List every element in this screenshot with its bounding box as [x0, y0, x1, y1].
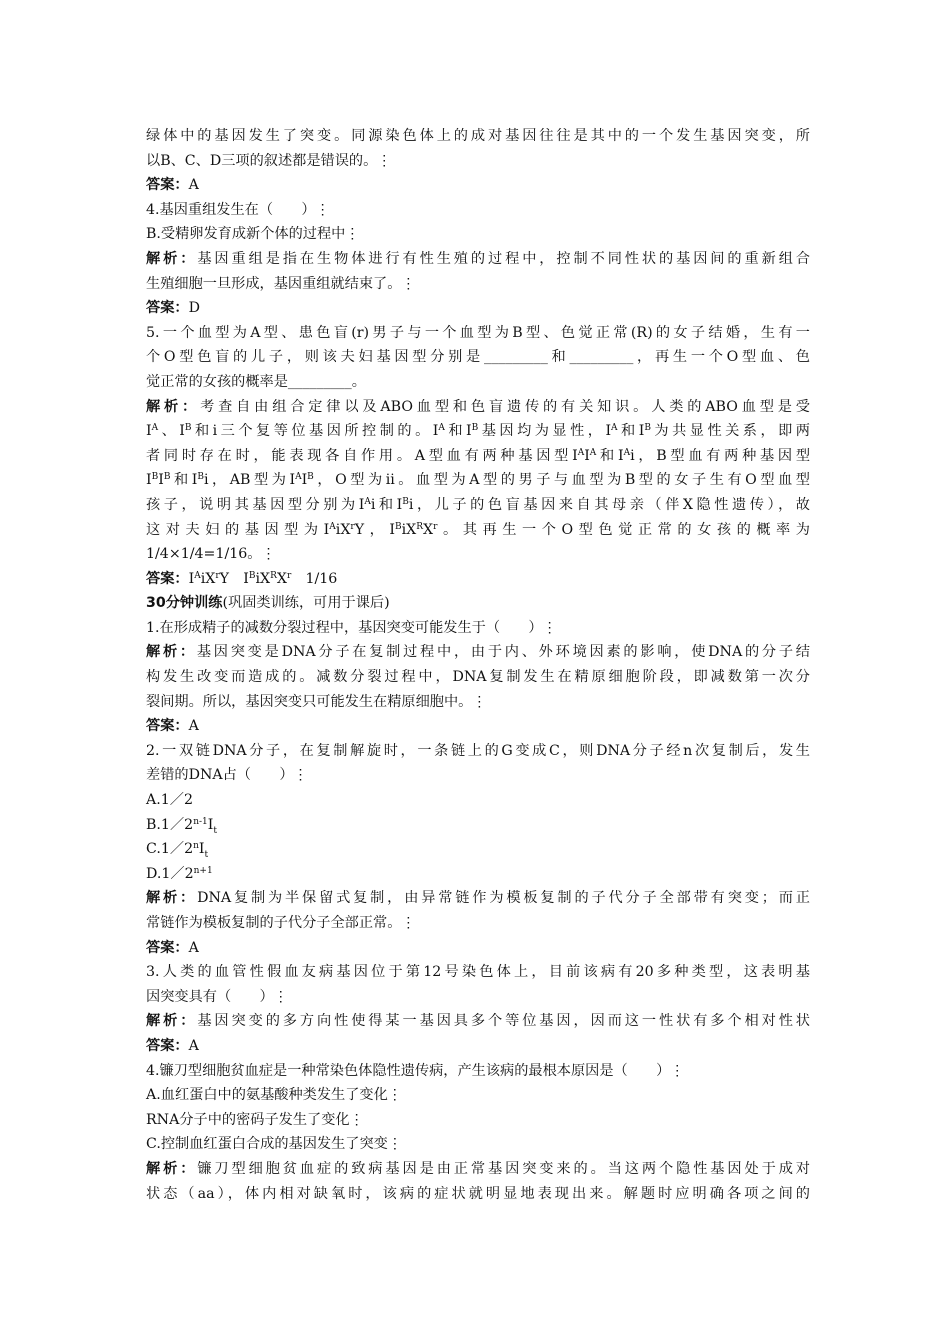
line-text: 基因重组是指在生物体进行有性生殖的过程中，控制不同性状的基因间的重新组合 [197, 250, 810, 267]
text-line [146, 173, 810, 198]
line-text: 因突变具有（ ）⋮ [146, 988, 288, 1005]
line-text: 构发生改变而造成的。减数分裂过程中，DNA复制发生在精原细胞阶段，即减数第一次分 [146, 669, 810, 686]
text-line [146, 468, 810, 493]
text-line [146, 665, 810, 690]
text-line [146, 296, 810, 321]
line-text: A [188, 1037, 199, 1054]
line-text: $D.1/2^{n+1}$ [146, 865, 213, 882]
line-text: 基因突变的多方向性使得某一基因具多个等位基因，因而这一性状有多个相对性状 [197, 1013, 810, 1030]
text-line [146, 985, 810, 1010]
document-page [146, 124, 810, 1206]
text-line [146, 198, 810, 223]
text-line [146, 1157, 810, 1182]
line-text: 个O型色盲的儿子，则该夫妇基因型分别是_________和_________，再生一个O型血、色 [146, 349, 810, 366]
line-text: C.控制血红蛋白合成的基因发生了突变⋮ [146, 1136, 403, 1153]
line-text: $I^BI^B$和$I^Bi$，AB型为$I^AI^B$，O型为ii。血型为A型的男子与血型为B型的女子生有O型血型 [146, 472, 810, 489]
line-label: 答案： [146, 570, 189, 587]
text-line [146, 567, 810, 592]
line-text: $B.1/2^{n-1}I_t$ [146, 816, 217, 836]
line-text: 以B、C、D三项的叙述都是错误的。⋮ [146, 152, 392, 169]
line-text: 状态（aa），体内相对缺氧时，该病的症状就明显地表现出来。解题时应明确各项之间的 [146, 1185, 810, 1202]
line-text: 4.基因重组发生在（ ）⋮ [146, 201, 330, 218]
line-text: 镰刀型细胞贫血症的致病基因是由正常基因突变来的。当这两个隐性基因处于成对 [197, 1160, 810, 1177]
line-text: 基因突变是DNA分子在复制过程中，由于内、外环境因素的影响，使DNA的分子结 [196, 644, 810, 661]
line-text: 5.一个血型为A型、患色盲(r)男子与一个血型为B型、色觉正常(R)的女子结婚，生有一 [146, 324, 810, 341]
line-label: 解析： [146, 644, 197, 661]
line-text: 觉正常的女孩的概率是_________。 [146, 373, 366, 390]
line-label: 解析： [146, 890, 198, 907]
line-text: A.1／2 [146, 792, 193, 809]
line-label: 解析： [146, 250, 198, 267]
line-text: 孩子，说明其基因型分别为$I^Ai$和$I^Bi$，儿子的色盲基因来自其母亲（伴X隐性遗传），故 [146, 496, 810, 513]
line-text: A [188, 177, 199, 194]
text-line [146, 1034, 810, 1059]
text-line [146, 616, 810, 641]
text-line [146, 493, 810, 518]
text-line [146, 345, 810, 370]
text-line [146, 690, 810, 715]
line-label: 答案： [146, 1037, 189, 1054]
line-text: $C.1/2^nI_t$ [146, 841, 209, 861]
text-line [146, 419, 810, 444]
line-text: 考查自由组合定律以及ABO血型和色盲遗传的有关知识。人类的ABO血型是受 [200, 398, 810, 415]
text-line [146, 222, 810, 247]
line-text: 4.镰刀型细胞贫血症是一种常染色体隐性遗传病，产生该病的最根本原因是（ ）⋮ [146, 1062, 685, 1079]
line-text: DNA复制为半保留式复制，由异常链作为模板复制的子代分子全部带有突变；而正 [197, 890, 810, 907]
text-line [146, 911, 810, 936]
text-line [146, 837, 810, 862]
line-text: 差错的DNA占（ ）⋮ [146, 767, 308, 784]
line-text: 常链作为模板复制的子代分子全部正常。⋮ [146, 915, 416, 931]
line-text: A [188, 718, 199, 735]
line-label: 答案： [146, 939, 189, 956]
line-label: 解析： [146, 1013, 198, 1030]
line-text: 者同时存在时，能表现各自作用。A型血有两种基因型$I^AI^A$和$I^Ai$，B型血有两种基因型 [146, 447, 811, 464]
line-text: 绿体中的基因发生了突变。同源染色体上的成对基因往往是其中的一个发生基因突变，所 [146, 128, 810, 144]
line-text: B.受精卵发育成新个体的过程中⋮ [146, 226, 360, 243]
line-text: A.血红蛋白中的氨基酸种类发生了变化⋮ [146, 1087, 402, 1104]
line-text: 1/4×1/4=1/16。⋮ [146, 546, 276, 563]
text-line [146, 272, 810, 297]
text-line [146, 640, 810, 665]
line-text: $I^AiX^rY$ $I^BiX^RX^r$ 1/16 [188, 570, 338, 587]
text-line [146, 149, 810, 174]
text-line [146, 518, 810, 543]
text-line [146, 714, 810, 739]
text-line [146, 1108, 810, 1133]
text-line [146, 395, 810, 420]
text-line [146, 886, 810, 911]
text-line [146, 788, 810, 813]
text-line [146, 247, 810, 272]
line-text: (巩固类训练，可用于课后) [222, 595, 390, 612]
line-label: 解析： [146, 1160, 198, 1177]
text-line [146, 1059, 810, 1084]
line-label: 答案： [146, 177, 189, 194]
line-text: D [188, 300, 200, 317]
line-text: 这对夫妇的基因型为$I^AiX^rY$，$I^BiX^RX^r$。其再生一个O型色觉正常的女孩的概率为 [146, 521, 810, 538]
line-label: 解析： [146, 398, 201, 415]
text-line [146, 813, 810, 838]
text-line [146, 936, 810, 961]
text-line [146, 763, 810, 788]
line-text: $I^A$、$I^B$和i三个复等位基因所控制的。$I^A$和$I^B$基因均为显性，$I^A$和$I^B$为共显性关系，即两 [146, 423, 810, 440]
text-line [146, 444, 810, 469]
line-text: RNA分子中的密码子发生了变化⋮ [146, 1111, 364, 1128]
line-text: A [188, 939, 199, 956]
text-line [146, 124, 810, 149]
line-text: 3.人类的血管性假血友病基因位于第12号染色体上，目前该病有20多种类型，这表明基 [146, 964, 810, 981]
line-text: 生殖细胞一旦形成，基因重组就结束了。⋮ [146, 275, 416, 292]
line-label: 答案： [146, 300, 189, 317]
text-line [146, 739, 810, 764]
line-label: 30分钟训练 [146, 595, 223, 612]
text-line [146, 321, 810, 346]
line-text: 1.在形成精子的减数分裂过程中，基因突变可能发生于（ ）⋮ [146, 619, 557, 636]
text-line [146, 1182, 810, 1207]
text-line [146, 1132, 810, 1157]
text-line [146, 542, 810, 567]
text-line [146, 1009, 810, 1034]
line-text: 裂间期。所以，基因突变只可能发生在精原细胞中。⋮ [146, 693, 487, 710]
text-line [146, 862, 810, 887]
text-line [146, 960, 810, 985]
text-line [146, 1083, 810, 1108]
line-text: 2.一双链DNA分子，在复制解旋时，一条链上的G变成C，则DNA分子经n次复制后，发生 [146, 742, 810, 759]
text-line [146, 370, 810, 395]
text-line [146, 591, 810, 616]
line-label: 答案： [146, 718, 189, 735]
